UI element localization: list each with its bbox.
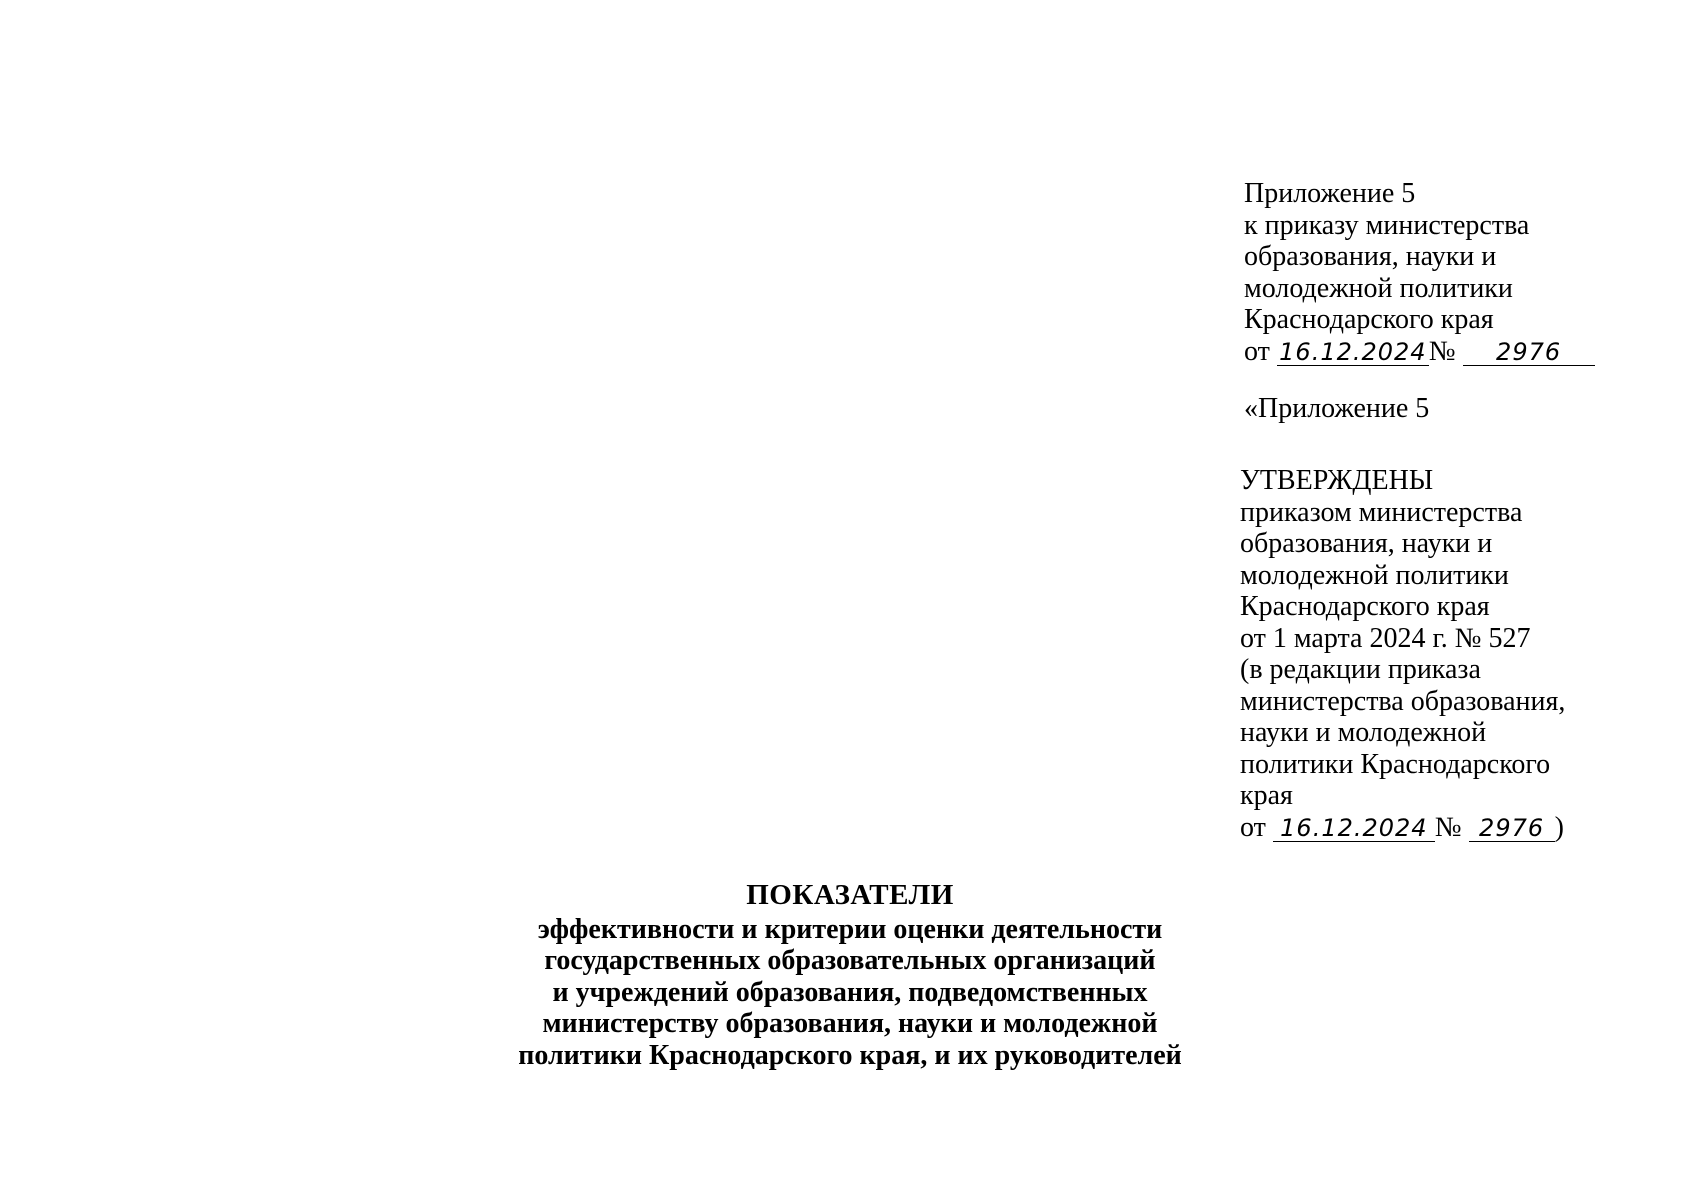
handwritten-date: 16.12.2024 bbox=[1273, 815, 1435, 842]
date-prefix: от bbox=[1240, 811, 1266, 843]
attachment-line: образования, науки и bbox=[1244, 241, 1497, 272]
handwritten-number: 2976 bbox=[1469, 815, 1555, 842]
approval-block bbox=[1240, 465, 1565, 843]
attachment-header bbox=[1244, 178, 1595, 425]
approved-line: науки и молодежной bbox=[1240, 717, 1487, 748]
approved-line: политики Краснодарского bbox=[1240, 748, 1551, 780]
closing-parenthesis: ) bbox=[1554, 811, 1564, 843]
approved-line: министерства образования, bbox=[1240, 685, 1566, 717]
title-line: эффективности и критерии оценки деятельности bbox=[537, 913, 1163, 945]
title-line: министерству образования, науки и молодежной bbox=[542, 1008, 1158, 1039]
approved-heading: УТВЕРЖДЕНЫ bbox=[1240, 465, 1434, 496]
quoted-attachment-title: «Приложение 5 bbox=[1244, 393, 1430, 424]
approved-line: Краснодарского края bbox=[1240, 591, 1490, 622]
spacer bbox=[1244, 367, 1595, 393]
approved-line: молодежной политики bbox=[1240, 559, 1509, 591]
approved-line: от 1 марта 2024 г. № 527 bbox=[1240, 622, 1531, 654]
title-line: государственных образовательных организаций bbox=[544, 945, 1156, 976]
document-title bbox=[440, 880, 1260, 1071]
title-line: и учреждений образования, подведомственных bbox=[552, 976, 1148, 1008]
approved-line: образования, науки и bbox=[1240, 528, 1493, 559]
attachment-line: Краснодарского края bbox=[1244, 304, 1494, 335]
number-sign: № bbox=[1434, 811, 1462, 843]
approved-line: приказом министерства bbox=[1240, 496, 1523, 528]
approved-line: края bbox=[1240, 780, 1293, 811]
title-main: ПОКАЗАТЕЛИ bbox=[746, 879, 954, 911]
attachment-date-line bbox=[1244, 336, 1595, 368]
date-prefix: от bbox=[1244, 335, 1270, 367]
attachment-line: к приказу министерства bbox=[1244, 209, 1530, 241]
handwritten-number: 2976 bbox=[1463, 339, 1595, 366]
attachment-line: Приложение 5 bbox=[1244, 178, 1416, 209]
attachment-line: молодежной политики bbox=[1244, 272, 1513, 304]
number-sign: № bbox=[1428, 335, 1456, 367]
approved-date-line bbox=[1240, 812, 1565, 844]
approved-line: (в редакции приказа bbox=[1240, 654, 1481, 685]
handwritten-date: 16.12.2024 bbox=[1277, 339, 1429, 366]
title-line: политики Краснодарского края, и их руководителей bbox=[518, 1039, 1182, 1071]
